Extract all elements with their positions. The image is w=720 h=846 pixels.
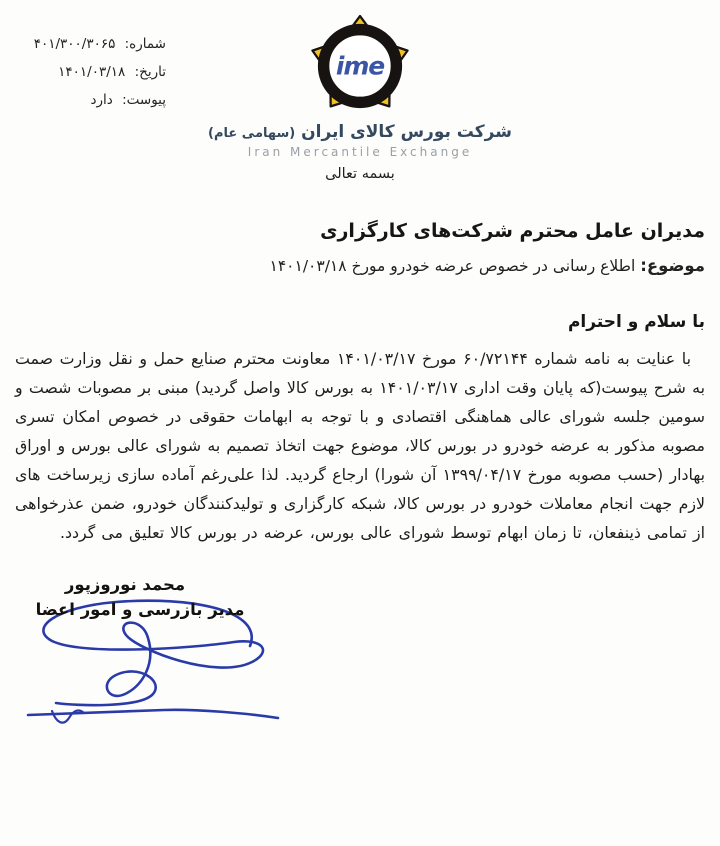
- letter-date-label: تاریخ:: [134, 64, 166, 80]
- letter-attachment-value: دارد: [90, 92, 113, 108]
- company-name-fa-type: (سهامی عام): [208, 126, 296, 141]
- signatory-title: مدیر بازرسی و امور اعضا: [35, 600, 245, 619]
- letter-number-label: شماره:: [124, 36, 166, 52]
- besmele-line: بسمه تعالی: [325, 166, 395, 182]
- signature-block: [14, 572, 266, 747]
- recipient-line: مدیران عامل محترم شرکت‌های کارگزاری: [320, 220, 705, 242]
- letter-attachment-label: پیوست:: [122, 92, 166, 108]
- company-name-en: Iran Mercantile Exchange: [247, 145, 473, 159]
- logo-monogram: ime: [335, 51, 385, 81]
- subject-label: موضوع:: [640, 256, 705, 275]
- letterhead: [0, 14, 720, 159]
- letter-date-value: ۱۴۰۱/۰۳/۱۸: [58, 64, 126, 80]
- subject-line: [15, 256, 705, 275]
- letter-body: با عنایت به نامه شماره ۶۰/۷۲۱۴۴ مورخ ۱۴۰۱/۰۳/۱۷ معاونت محترم صنایع حمل و نقل وزارت صمت به شرح پیوست(که پایان وقت اداری ۱۴۰۱/۰۳/۱۷ به بورس کالا واصل گردید) مبنی بر مصوبات شصت و سومین جلسه شورای عالی هماهنگی اقتصادی و با توجه به ابهامات حقوقی در خصوص امکان تسری مصوبه مذکور به عرضه خودرو در بورس کالا، موضوع جهت اتخاذ تصمیم به شورای عالی بورس و اوراق بهادار (حسب مصوبه مورخ ۱۳۹۹/۰۴/۱۷ آن شورا) ارجاع گردید. لذا علی‌رغم آماده سازی زیرساخت های لازم جهت انجام معاملات خودرو در بورس کالا، شبکه کارگزاری و تولیدکنندگان خودرو، ضمن عذرخواهی از تمامی ذینفعان، تا زمان ابهام توسط شورای عالی بورس، عرضه در بورس کالا تعلیق می گردد.: [15, 349, 706, 542]
- letter-number-value: ۴۰۱/۳۰۰/۳۰۶۵: [33, 36, 116, 52]
- company-name-fa: [208, 122, 512, 142]
- subject-text: اطلاع رسانی در خصوص عرضه خودرو مورخ ۱۴۰۱/۰۳/۱۸: [269, 257, 636, 275]
- ime-logo-icon: [308, 14, 412, 118]
- salutation-line: با سلام و احترام: [567, 312, 705, 332]
- signatory-name: محمد نوروزپور: [64, 575, 186, 594]
- company-name-fa-main: شرکت بورس کالای ایران: [301, 122, 512, 142]
